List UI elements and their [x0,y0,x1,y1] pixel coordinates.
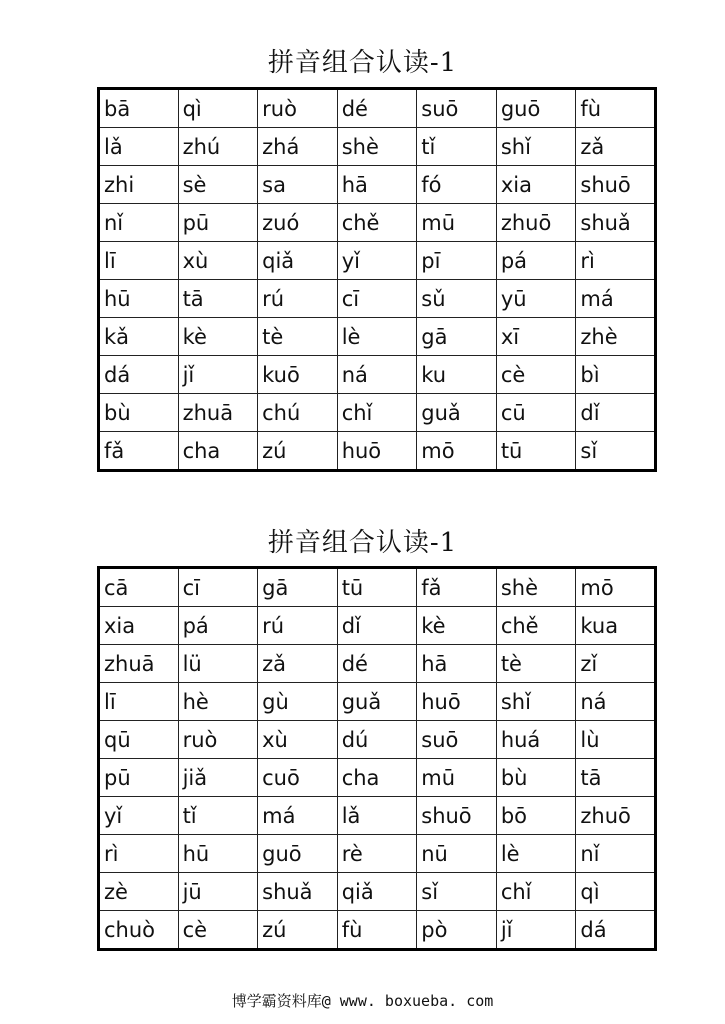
grid-row [99,873,656,911]
pinyin-cell: cī [178,568,258,607]
pinyin-cell: má [258,797,338,835]
pinyin-cell: lī [99,683,179,721]
pinyin-cell: guǎ [417,394,497,432]
pinyin-cell: hū [178,835,258,873]
pinyin-cell: lè [337,318,417,356]
pinyin-cell: lü [178,645,258,683]
pinyin-cell: chě [337,204,417,242]
pinyin-cell: bā [99,89,179,128]
pinyin-cell: bì [576,356,656,394]
pinyin-cell: lǎ [337,797,417,835]
pinyin-cell: jǐ [178,356,258,394]
pinyin-cell: fó [417,166,497,204]
pinyin-cell: zhuō [576,797,656,835]
pinyin-cell: qiǎ [337,873,417,911]
pinyin-cell: zhá [258,128,338,166]
pinyin-cell: xù [258,721,338,759]
pinyin-cell: shuǎ [258,873,338,911]
pinyin-cell: hū [99,280,179,318]
pinyin-cell: gā [417,318,497,356]
pinyin-cell: xī [496,318,576,356]
pinyin-cell: qiǎ [258,242,338,280]
pinyin-cell: hā [417,645,497,683]
pinyin-cell: fù [576,89,656,128]
pinyin-cell: cū [496,394,576,432]
grid-row [99,318,656,356]
pinyin-cell: dǐ [337,607,417,645]
grid-row [99,759,656,797]
grid-row [99,242,656,280]
grid-row [99,89,656,128]
pinyin-cell: zhè [576,318,656,356]
pinyin-cell: sǔ [417,280,497,318]
pinyin-cell: hè [178,683,258,721]
pinyin-cell: xia [496,166,576,204]
pinyin-cell: chě [496,607,576,645]
grid-row [99,128,656,166]
pinyin-cell: nǐ [576,835,656,873]
pinyin-cell: lè [496,835,576,873]
pinyin-cell: dé [337,89,417,128]
pinyin-cell: nǐ [99,204,179,242]
pinyin-cell: hā [337,166,417,204]
pinyin-cell: pī [417,242,497,280]
pinyin-cell: má [576,280,656,318]
pinyin-cell: pá [178,607,258,645]
pinyin-cell: kè [417,607,497,645]
grid-row [99,683,656,721]
pinyin-cell: kuō [258,356,338,394]
pinyin-cell: xù [178,242,258,280]
grid-row [99,797,656,835]
pinyin-cell: ku [417,356,497,394]
pinyin-cell: fǎ [99,432,179,471]
pinyin-cell: dé [337,645,417,683]
grid-row [99,432,656,471]
pinyin-cell: zhuā [99,645,179,683]
pinyin-cell: pū [178,204,258,242]
grid-row [99,645,656,683]
pinyin-cell: dú [337,721,417,759]
pinyin-cell: tā [178,280,258,318]
pinyin-cell: pò [417,911,497,950]
pinyin-cell: ruò [178,721,258,759]
pinyin-cell: tǐ [417,128,497,166]
pinyin-cell: cè [496,356,576,394]
pinyin-cell: pá [496,242,576,280]
pinyin-cell: zǐ [576,645,656,683]
grid-row [99,280,656,318]
pinyin-cell: pū [99,759,179,797]
pinyin-cell: qū [99,721,179,759]
pinyin-cell: cha [178,432,258,471]
worksheet-title: 拼音组合认读-1 [267,48,458,78]
pinyin-cell: yǐ [99,797,179,835]
pinyin-cell: sǐ [417,873,497,911]
worksheet-title: 拼音组合认读-1 [267,528,458,558]
pinyin-cell: zǎ [576,128,656,166]
pinyin-grid [97,566,657,951]
pinyin-cell: ná [337,356,417,394]
pinyin-cell: tè [258,318,338,356]
pinyin-cell: nū [417,835,497,873]
pinyin-cell: huō [337,432,417,471]
pinyin-cell: fǎ [417,568,497,607]
pinyin-cell: guō [496,89,576,128]
pinyin-cell: zè [99,873,179,911]
pinyin-cell: zú [258,911,338,950]
grid-row [99,394,656,432]
grid-row [99,911,656,950]
pinyin-cell: ruò [258,89,338,128]
pinyin-cell: rì [99,835,179,873]
pinyin-cell: ná [576,683,656,721]
pinyin-cell: dǐ [576,394,656,432]
pinyin-cell: shè [337,128,417,166]
pinyin-cell: suō [417,721,497,759]
pinyin-cell: xia [99,607,179,645]
pinyin-cell: zhuō [496,204,576,242]
pinyin-cell: lù [576,721,656,759]
pinyin-cell: cā [99,568,179,607]
pinyin-cell: sa [258,166,338,204]
pinyin-cell: chǐ [496,873,576,911]
pinyin-cell: tā [576,759,656,797]
pinyin-cell: shuō [576,166,656,204]
pinyin-cell: dá [99,356,179,394]
pinyin-cell: zhuā [178,394,258,432]
pinyin-cell: kè [178,318,258,356]
grid-row [99,568,656,607]
pinyin-cell: jū [178,873,258,911]
pinyin-cell: chú [258,394,338,432]
pinyin-cell: jǐ [496,911,576,950]
footer-watermark: 博学霸资料库@ www. boxueba. com [231,992,494,1010]
pinyin-cell: mō [576,568,656,607]
pinyin-cell: bù [99,394,179,432]
pinyin-cell: chuò [99,911,179,950]
grid-row [99,166,656,204]
pinyin-cell: mō [417,432,497,471]
pinyin-cell: guǎ [337,683,417,721]
pinyin-cell: mū [417,759,497,797]
pinyin-cell: rè [337,835,417,873]
pinyin-cell: shuǎ [576,204,656,242]
pinyin-cell: zuó [258,204,338,242]
pinyin-cell: lǎ [99,128,179,166]
pinyin-cell: bù [496,759,576,797]
pinyin-cell: jiǎ [178,759,258,797]
pinyin-cell: bō [496,797,576,835]
pinyin-cell: cè [178,911,258,950]
pinyin-cell: huá [496,721,576,759]
pinyin-cell: sǐ [576,432,656,471]
pinyin-cell: tǐ [178,797,258,835]
pinyin-cell: gā [258,568,338,607]
pinyin-cell: cī [337,280,417,318]
pinyin-cell: chǐ [337,394,417,432]
pinyin-cell: rú [258,280,338,318]
pinyin-cell: suō [417,89,497,128]
pinyin-cell: rì [576,242,656,280]
pinyin-cell: zú [258,432,338,471]
pinyin-cell: tū [496,432,576,471]
pinyin-cell: qì [178,89,258,128]
grid-row [99,607,656,645]
grid-row [99,356,656,394]
pinyin-cell: lī [99,242,179,280]
pinyin-cell: cuō [258,759,338,797]
pinyin-cell: fù [337,911,417,950]
pinyin-cell: qì [576,873,656,911]
pinyin-cell: shǐ [496,128,576,166]
pinyin-cell: shǐ [496,683,576,721]
pinyin-cell: shuō [417,797,497,835]
pinyin-cell: tè [496,645,576,683]
pinyin-cell: zǎ [258,645,338,683]
pinyin-cell: yū [496,280,576,318]
pinyin-cell: rú [258,607,338,645]
pinyin-cell: sè [178,166,258,204]
pinyin-cell: zhi [99,166,179,204]
pinyin-cell: shè [496,568,576,607]
grid-row [99,204,656,242]
pinyin-cell: guō [258,835,338,873]
pinyin-cell: yǐ [337,242,417,280]
pinyin-cell: cha [337,759,417,797]
grid-row [99,721,656,759]
pinyin-cell: kǎ [99,318,179,356]
pinyin-cell: mū [417,204,497,242]
pinyin-cell: zhú [178,128,258,166]
grid-row [99,835,656,873]
pinyin-grid [97,87,657,472]
pinyin-cell: dá [576,911,656,950]
pinyin-cell: huō [417,683,497,721]
pinyin-cell: kua [576,607,656,645]
pinyin-cell: tū [337,568,417,607]
pinyin-cell: gù [258,683,338,721]
